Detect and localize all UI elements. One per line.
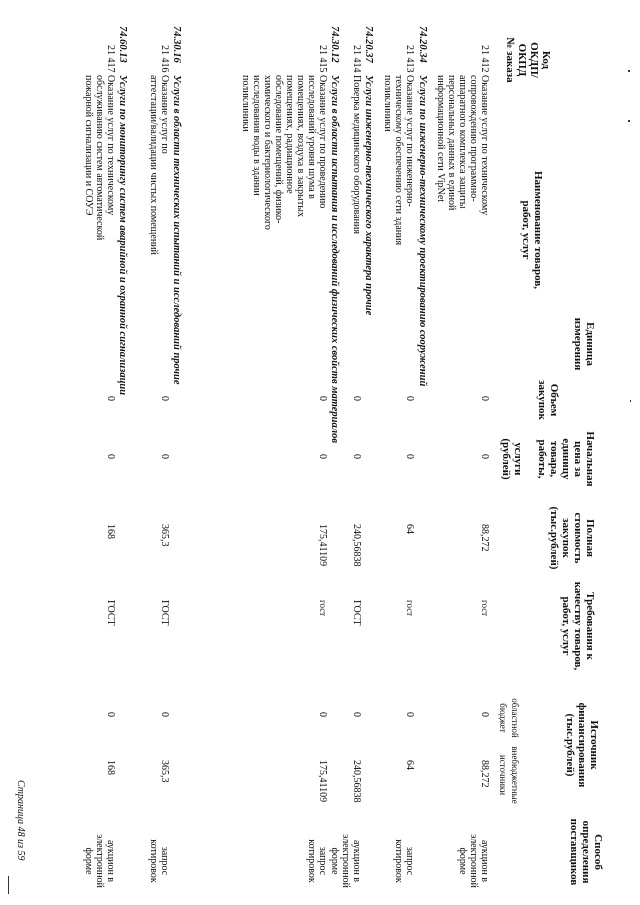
volume-value: 0 — [351, 396, 362, 401]
extra-budget-value: 175,41109 — [317, 760, 328, 803]
item-name-line: обслуживанию систем автоматической — [94, 75, 105, 241]
header-price — [500, 424, 596, 494]
header-line: бюджет — [498, 703, 508, 733]
method-line: форме — [83, 847, 94, 875]
order-number: 21 413 — [404, 45, 415, 73]
item-name-line: сопровождению программно- — [468, 75, 479, 202]
header-line: источники — [498, 754, 508, 796]
section-title: Услуги инженерно-технического характера прочие — [363, 75, 374, 316]
method-line: электронной — [468, 834, 479, 888]
header-line: (тыс.рублей) — [564, 713, 576, 777]
item-name-line: информационной сети VipNet — [435, 75, 446, 203]
header-line: областной — [510, 698, 520, 738]
section-title: Услуги в области испытания и исследований физических свойств материалов — [329, 75, 340, 444]
volume-value: 0 — [159, 396, 170, 401]
header-line: работ, услуг — [520, 200, 532, 260]
header-line: цена за — [572, 441, 584, 477]
header-line: внебюджетные — [510, 746, 520, 804]
header-name — [520, 130, 544, 330]
section-title: Услуги по инженерно-техническому проектированию сооружений — [417, 75, 428, 387]
page-footer: Страница 48 из 59 — [15, 780, 26, 861]
section-code: 74.30.12 — [329, 26, 340, 63]
header-line: услуги — [512, 442, 524, 476]
item-name-line: Оказание услуг по техническому — [479, 75, 490, 216]
requirements-value: гост — [480, 600, 490, 617]
header-line: финансирования — [576, 702, 588, 788]
header-line: стоимость — [572, 512, 584, 564]
item-name-line: исследований уровня шума в — [306, 75, 317, 199]
scan-dot — [630, 400, 631, 402]
order-number: 21 417 — [105, 45, 116, 73]
scan-mark — [8, 876, 9, 894]
regional-budget-value: 0 — [351, 712, 362, 717]
volume-value: 0 — [404, 396, 415, 401]
header-line: измерения — [572, 317, 584, 371]
header-line: качеству товаров, — [572, 581, 584, 671]
header-requirements — [560, 566, 596, 686]
header-code — [504, 30, 552, 90]
header-line: ОКДП/ — [528, 42, 540, 78]
method-line: электронной — [340, 834, 351, 888]
requirements-value: ГОСТ — [351, 600, 362, 626]
method-line: электронной — [94, 834, 105, 888]
method-line: котировок — [306, 839, 317, 883]
total-value: 175,41109 — [317, 524, 328, 567]
header-line: Способ — [592, 834, 604, 870]
total-value: 240,56838 — [351, 524, 362, 567]
price-value: 0 — [159, 454, 170, 459]
volume-value: 0 — [479, 396, 490, 401]
header-unit — [572, 314, 596, 374]
header-line — [524, 424, 536, 494]
regional-budget-value: 0 — [105, 712, 116, 717]
header-line: (тыс.рублей) — [548, 506, 560, 570]
method-line: запрос — [317, 846, 328, 876]
order-number: 21 414 — [351, 45, 362, 73]
scan-dot — [628, 120, 630, 122]
section-code: 74.30.16 — [171, 26, 182, 63]
header-funding — [564, 690, 600, 800]
header-line: (рублей) — [500, 438, 512, 480]
method-line: запрос — [404, 846, 415, 876]
item-name-line: Оказание услуг по инженерно- — [404, 75, 415, 207]
regional-budget-value: 0 — [317, 712, 328, 717]
extra-budget-value: 240,56838 — [351, 760, 362, 803]
regional-budget-value: 0 — [479, 712, 490, 717]
item-name-line: Оказание услуг по — [159, 75, 170, 154]
section-code: 74.20.34 — [417, 26, 428, 63]
section-code: 74.20.37 — [363, 26, 374, 63]
item-name-line: химического и бактериологического — [262, 75, 273, 230]
total-value: 168 — [105, 524, 116, 539]
price-value: 0 — [317, 454, 328, 459]
item-name-line: пожарной сигнализации и СОУЭ — [83, 75, 94, 216]
header-line: ОКПД — [516, 43, 528, 77]
requirements-value: гост — [318, 600, 328, 617]
section-title: Услуги в области технических испытаний и исследований прочие — [171, 75, 182, 385]
method-line: форме — [457, 847, 468, 875]
regional-budget-value: 0 — [159, 712, 170, 717]
order-number: 21 412 — [479, 45, 490, 73]
item-name-line: аттестации/валидации чистых помещений — [148, 75, 159, 255]
header-line: закупок — [536, 380, 548, 420]
method-line: форме — [329, 847, 340, 875]
item-name-line: Оказание услуг по техническому — [105, 75, 116, 216]
item-name-line: обследование помещений, физико- — [273, 75, 284, 224]
requirements-value: гост — [405, 600, 415, 617]
header-line: работы, — [536, 439, 548, 479]
scan-dot — [628, 70, 630, 72]
header-line: Единица — [584, 322, 596, 366]
header-line: Объем — [548, 383, 560, 417]
item-name-line: Поверка медицинского оборудования — [351, 75, 362, 234]
extra-budget-value: 168 — [105, 760, 116, 775]
item-name-line: помещениях, радиационное — [284, 75, 295, 194]
extra-budget-value: 365,3 — [159, 760, 170, 783]
item-name-line: техническому обеспечению сети здания — [393, 75, 404, 246]
price-value: 0 — [479, 454, 490, 459]
header-line: единицу — [560, 438, 572, 480]
volume-value: 0 — [105, 396, 116, 401]
header-line: Начальная — [584, 431, 596, 487]
item-name-line: персональных данных в единой — [446, 75, 457, 211]
method-line: котировок — [148, 839, 159, 883]
header-line: определения — [580, 820, 592, 884]
method-line: аукцион в — [105, 839, 116, 883]
total-value: 88,272 — [479, 524, 490, 552]
extra-budget-value: 88,272 — [479, 760, 490, 788]
item-name-line: поликлиники — [382, 75, 393, 132]
order-number: 21 415 — [317, 45, 328, 73]
header-line: Наименование товаров, — [532, 170, 544, 290]
header-regional-budget — [496, 690, 520, 746]
price-value: 0 — [105, 454, 116, 459]
volume-value: 0 — [317, 396, 328, 401]
price-value: 0 — [404, 454, 415, 459]
header-line: работ, услуг — [560, 596, 572, 656]
header-line: закупок — [560, 518, 572, 558]
header-line: товара, — [548, 440, 560, 478]
total-value: 365,3 — [159, 524, 170, 547]
header-extra-budget — [496, 740, 520, 810]
item-name-line: помещениях, воздуха в закрытых — [295, 75, 306, 217]
header-line: Источник — [588, 720, 600, 770]
section-code: 74.60.13 — [117, 26, 128, 63]
header-line: поставщиков — [568, 818, 580, 886]
header-total — [548, 500, 596, 576]
header-volume — [536, 370, 560, 430]
requirements-value: ГОСТ — [159, 600, 170, 626]
method-line: котировок — [393, 839, 404, 883]
method-line: аукцион в — [351, 839, 362, 883]
price-value: 0 — [351, 454, 362, 459]
extra-budget-value: 64 — [404, 760, 415, 770]
header-line: Полная — [584, 519, 596, 557]
item-name-line: поликлиники — [240, 75, 251, 132]
header-line: № заказа — [504, 37, 516, 83]
header-line: Требования к — [584, 592, 596, 660]
regional-budget-value: 0 — [404, 712, 415, 717]
header-method — [568, 812, 604, 892]
item-name-line: исследования воды в здании — [251, 75, 262, 196]
section-title: Услуги по мониторингу систем аварийной и охранной сигнализации — [117, 75, 128, 396]
method-line: запрос — [159, 846, 170, 876]
requirements-value: ГОСТ — [105, 600, 116, 626]
total-value: 64 — [404, 524, 415, 534]
order-number: 21 416 — [159, 45, 170, 73]
item-name-line: аппаратного комплекса защиты — [457, 75, 468, 209]
item-name-line: Оказание услуг по проведению — [317, 75, 328, 209]
header-line: Код — [540, 50, 552, 70]
method-line: аукцион в — [479, 839, 490, 883]
